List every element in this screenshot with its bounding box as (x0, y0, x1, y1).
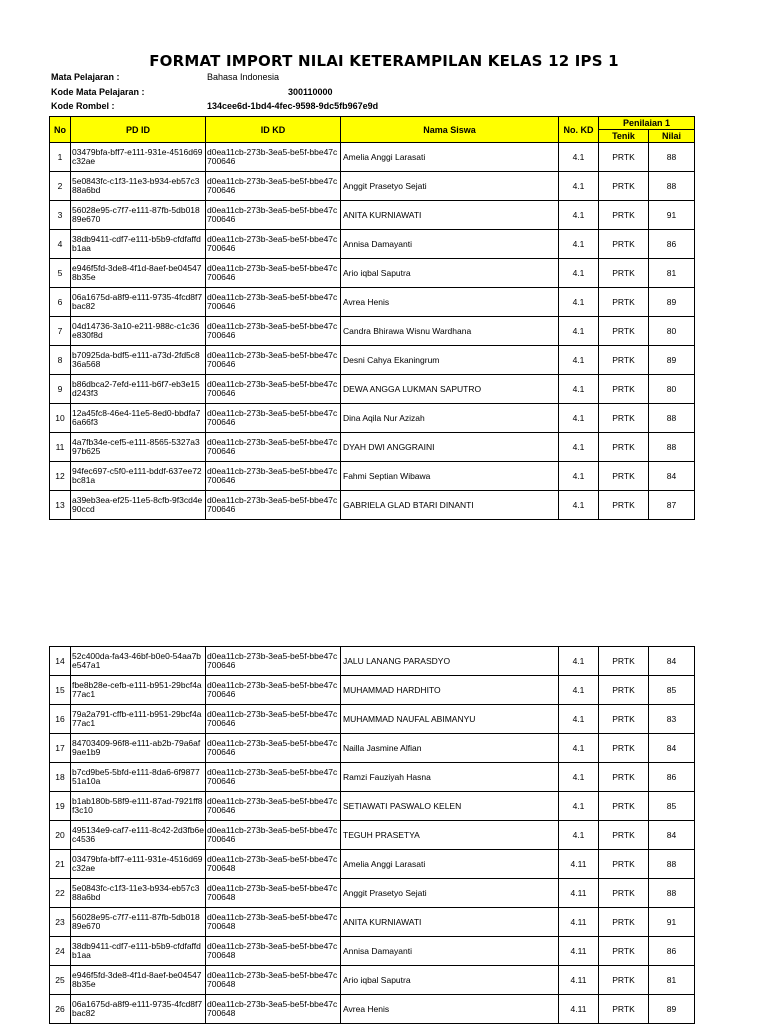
rombel-value: 134cee6d-1bd4-4fec-9598-9dc5fb967e9d (207, 101, 379, 111)
row-pd-id: 38db9411-cdf7-e111-b5b9-cfdfaffdb1aa (71, 937, 206, 966)
row-nama-siswa: Dina Aqila Nur Azizah (341, 404, 559, 433)
row-nilai: 85 (649, 792, 695, 821)
row-pd-id: 06a1675d-a8f9-e111-9735-4fcd8f7bac82 (71, 288, 206, 317)
table-row (50, 966, 695, 995)
row-nama-siswa: GABRIELA GLAD BTARI DINANTI (341, 491, 559, 520)
row-no: 17 (50, 734, 71, 763)
row-no: 21 (50, 850, 71, 879)
row-no-kd: 4.1 (559, 143, 599, 172)
row-pd-id: 84703409-96f8-e111-ab2b-79a6af9ae1b9 (71, 734, 206, 763)
row-no: 5 (50, 259, 71, 288)
row-nama-siswa: Avrea Henis (341, 288, 559, 317)
row-teknik: PRTK (599, 937, 649, 966)
row-pd-id: 79a2a791-cffb-e111-b951-29bcf4a77ac1 (71, 705, 206, 734)
row-pd-id: b7cd9be5-5bfd-e111-8da6-6f987751a10a (71, 763, 206, 792)
row-nilai: 85 (649, 676, 695, 705)
table-row (50, 288, 695, 317)
table-row (50, 317, 695, 346)
table-row (50, 462, 695, 491)
table-row (50, 908, 695, 937)
row-nama-siswa: ANITA KURNIAWATI (341, 908, 559, 937)
row-teknik: PRTK (599, 763, 649, 792)
header-id-kd: ID KD (206, 117, 341, 143)
nilai-table-page-1 (49, 116, 695, 520)
row-teknik: PRTK (599, 201, 649, 230)
row-no: 20 (50, 821, 71, 850)
row-teknik: PRTK (599, 404, 649, 433)
row-no-kd: 4.11 (559, 908, 599, 937)
row-no-kd: 4.1 (559, 317, 599, 346)
row-nama-siswa: Nailla Jasmine Alfian (341, 734, 559, 763)
table-row (50, 792, 695, 821)
row-nilai: 88 (649, 433, 695, 462)
mapel-value: Bahasa Indonesia (207, 72, 280, 82)
row-no-kd: 4.1 (559, 491, 599, 520)
row-nilai: 80 (649, 317, 695, 346)
rombel-label: Kode Rombel : (51, 101, 115, 111)
table-row (50, 404, 695, 433)
row-nama-siswa: Ario iqbal Saputra (341, 259, 559, 288)
row-nama-siswa: SETIAWATI PASWALO KELEN (341, 792, 559, 821)
row-nilai: 86 (649, 763, 695, 792)
row-teknik: PRTK (599, 375, 649, 404)
header-nilai: Nilai (649, 130, 695, 143)
row-pd-id: 56028e95-c7f7-e111-87fb-5db01889e670 (71, 201, 206, 230)
row-no-kd: 4.1 (559, 433, 599, 462)
mapel-label: Mata Pelajaran : (51, 72, 120, 82)
header-teknik: Tenik (599, 130, 649, 143)
table-row (50, 201, 695, 230)
row-id-kd: d0ea11cb-273b-3ea5-be5f-bbe47c700646 (206, 676, 341, 705)
row-teknik: PRTK (599, 792, 649, 821)
row-pd-id: e946f5fd-3de8-4f1d-8aef-be045478b35e (71, 966, 206, 995)
row-no: 10 (50, 404, 71, 433)
row-id-kd: d0ea11cb-273b-3ea5-be5f-bbe47c700646 (206, 734, 341, 763)
row-nilai: 88 (649, 143, 695, 172)
row-id-kd: d0ea11cb-273b-3ea5-be5f-bbe47c700648 (206, 850, 341, 879)
row-no: 1 (50, 143, 71, 172)
row-nama-siswa: Avrea Henis (341, 995, 559, 1024)
row-no: 16 (50, 705, 71, 734)
row-pd-id: b70925da-bdf5-e111-a73d-2fd5c836a568 (71, 346, 206, 375)
table-row (50, 433, 695, 462)
header-penilaian: Penilaian 1 (599, 117, 695, 130)
row-teknik: PRTK (599, 317, 649, 346)
row-nilai: 84 (649, 821, 695, 850)
row-no: 24 (50, 937, 71, 966)
row-id-kd: d0ea11cb-273b-3ea5-be5f-bbe47c700648 (206, 908, 341, 937)
row-teknik: PRTK (599, 676, 649, 705)
row-pd-id: 12a45fc8-46e4-11e5-8ed0-bbdfa76a66f3 (71, 404, 206, 433)
row-id-kd: d0ea11cb-273b-3ea5-be5f-bbe47c700646 (206, 143, 341, 172)
row-no-kd: 4.1 (559, 201, 599, 230)
table-row (50, 375, 695, 404)
table-row (50, 676, 695, 705)
row-teknik: PRTK (599, 850, 649, 879)
row-pd-id: e946f5fd-3de8-4f1d-8aef-be045478b35e (71, 259, 206, 288)
row-no-kd: 4.11 (559, 879, 599, 908)
row-no: 23 (50, 908, 71, 937)
row-no: 18 (50, 763, 71, 792)
row-no-kd: 4.1 (559, 288, 599, 317)
row-id-kd: d0ea11cb-273b-3ea5-be5f-bbe47c700648 (206, 879, 341, 908)
row-nama-siswa: Anggit Prasetyo Sejati (341, 879, 559, 908)
row-nilai: 81 (649, 966, 695, 995)
header-pd-id: PD ID (71, 117, 206, 143)
row-nilai: 84 (649, 462, 695, 491)
row-nama-siswa: DEWA ANGGA LUKMAN SAPUTRO (341, 375, 559, 404)
row-pd-id: a39eb3ea-ef25-11e5-8cfb-9f3cd4e90ccd (71, 491, 206, 520)
row-id-kd: d0ea11cb-273b-3ea5-be5f-bbe47c700646 (206, 491, 341, 520)
row-id-kd: d0ea11cb-273b-3ea5-be5f-bbe47c700646 (206, 705, 341, 734)
row-pd-id: 56028e95-c7f7-e111-87fb-5db01889e670 (71, 908, 206, 937)
row-nilai: 83 (649, 705, 695, 734)
row-id-kd: d0ea11cb-273b-3ea5-be5f-bbe47c700648 (206, 995, 341, 1024)
row-pd-id: 5e0843fc-c1f3-11e3-b934-eb57c388a6bd (71, 172, 206, 201)
row-nama-siswa: Amelia Anggi Larasati (341, 143, 559, 172)
row-nilai: 89 (649, 995, 695, 1024)
row-no-kd: 4.1 (559, 404, 599, 433)
row-no: 11 (50, 433, 71, 462)
table-row (50, 172, 695, 201)
kode-mapel-label: Kode Mata Pelajaran : (51, 87, 145, 97)
row-nilai: 88 (649, 404, 695, 433)
row-pd-id: fbe8b28e-cefb-e111-b951-29bcf4a77ac1 (71, 676, 206, 705)
table-body-page-1 (50, 143, 695, 520)
row-no: 8 (50, 346, 71, 375)
row-id-kd: d0ea11cb-273b-3ea5-be5f-bbe47c700646 (206, 172, 341, 201)
row-teknik: PRTK (599, 966, 649, 995)
table-body-page-2 (50, 647, 695, 1024)
row-no: 12 (50, 462, 71, 491)
row-id-kd: d0ea11cb-273b-3ea5-be5f-bbe47c700646 (206, 201, 341, 230)
table-row (50, 879, 695, 908)
row-teknik: PRTK (599, 879, 649, 908)
table-row (50, 647, 695, 676)
row-nama-siswa: Fahmi Septian Wibawa (341, 462, 559, 491)
row-nilai: 86 (649, 230, 695, 259)
row-nilai: 80 (649, 375, 695, 404)
row-nama-siswa: Ario iqbal Saputra (341, 966, 559, 995)
row-pd-id: 04d14736-3a10-e211-988c-c1c36e830f8d (71, 317, 206, 346)
row-no: 22 (50, 879, 71, 908)
row-nama-siswa: Amelia Anggi Larasati (341, 850, 559, 879)
row-teknik: PRTK (599, 821, 649, 850)
table-row (50, 346, 695, 375)
row-nilai: 88 (649, 850, 695, 879)
row-id-kd: d0ea11cb-273b-3ea5-be5f-bbe47c700648 (206, 937, 341, 966)
row-no-kd: 4.1 (559, 734, 599, 763)
row-nilai: 81 (649, 259, 695, 288)
row-no-kd: 4.1 (559, 676, 599, 705)
row-id-kd: d0ea11cb-273b-3ea5-be5f-bbe47c700646 (206, 259, 341, 288)
table-row (50, 143, 695, 172)
row-pd-id: 38db9411-cdf7-e111-b5b9-cfdfaffdb1aa (71, 230, 206, 259)
row-no-kd: 4.1 (559, 230, 599, 259)
row-nama-siswa: JALU LANANG PARASDYO (341, 647, 559, 676)
row-nama-siswa: Annisa Damayanti (341, 937, 559, 966)
row-pd-id: b1ab180b-58f9-e111-87ad-7921ff8f3c10 (71, 792, 206, 821)
row-id-kd: d0ea11cb-273b-3ea5-be5f-bbe47c700646 (206, 647, 341, 676)
row-nilai: 87 (649, 491, 695, 520)
row-teknik: PRTK (599, 647, 649, 676)
row-pd-id: 52c400da-fa43-46bf-b0e0-54aa7be547a1 (71, 647, 206, 676)
row-id-kd: d0ea11cb-273b-3ea5-be5f-bbe47c700646 (206, 792, 341, 821)
row-id-kd: d0ea11cb-273b-3ea5-be5f-bbe47c700646 (206, 821, 341, 850)
row-nama-siswa: MUHAMMAD HARDHITO (341, 676, 559, 705)
row-teknik: PRTK (599, 172, 649, 201)
row-nama-siswa: Annisa Damayanti (341, 230, 559, 259)
row-nilai: 86 (649, 937, 695, 966)
row-pd-id: 4a7fb34e-cef5-e111-8565-5327a397b625 (71, 433, 206, 462)
page-title: FORMAT IMPORT NILAI KETERAMPILAN KELAS 12 IPS 1 (149, 52, 619, 70)
row-no-kd: 4.1 (559, 259, 599, 288)
row-nama-siswa: Ramzi Fauziyah Hasna (341, 763, 559, 792)
row-nilai: 84 (649, 647, 695, 676)
row-no: 4 (50, 230, 71, 259)
row-nama-siswa: DYAH DWI ANGGRAINI (341, 433, 559, 462)
row-no: 2 (50, 172, 71, 201)
table-row (50, 230, 695, 259)
row-no-kd: 4.11 (559, 995, 599, 1024)
row-teknik: PRTK (599, 462, 649, 491)
row-no-kd: 4.1 (559, 763, 599, 792)
row-teknik: PRTK (599, 491, 649, 520)
row-teknik: PRTK (599, 259, 649, 288)
row-id-kd: d0ea11cb-273b-3ea5-be5f-bbe47c700646 (206, 763, 341, 792)
row-id-kd: d0ea11cb-273b-3ea5-be5f-bbe47c700646 (206, 375, 341, 404)
row-nama-siswa: Candra Bhirawa Wisnu Wardhana (341, 317, 559, 346)
row-no: 15 (50, 676, 71, 705)
row-pd-id: 5e0843fc-c1f3-11e3-b934-eb57c388a6bd (71, 879, 206, 908)
row-no-kd: 4.1 (559, 705, 599, 734)
row-teknik: PRTK (599, 908, 649, 937)
row-id-kd: d0ea11cb-273b-3ea5-be5f-bbe47c700646 (206, 346, 341, 375)
row-no: 26 (50, 995, 71, 1024)
row-pd-id: 94fec697-c5f0-e111-bddf-637ee72bc81a (71, 462, 206, 491)
table-row (50, 491, 695, 520)
row-teknik: PRTK (599, 705, 649, 734)
header-nama-siswa: Nama Siswa (341, 117, 559, 143)
row-no: 3 (50, 201, 71, 230)
row-id-kd: d0ea11cb-273b-3ea5-be5f-bbe47c700646 (206, 317, 341, 346)
row-no-kd: 4.1 (559, 172, 599, 201)
row-nilai: 91 (649, 908, 695, 937)
row-id-kd: d0ea11cb-273b-3ea5-be5f-bbe47c700648 (206, 966, 341, 995)
row-no-kd: 4.1 (559, 346, 599, 375)
row-nama-siswa: MUHAMMAD NAUFAL ABIMANYU (341, 705, 559, 734)
row-id-kd: d0ea11cb-273b-3ea5-be5f-bbe47c700646 (206, 230, 341, 259)
row-nama-siswa: ANITA KURNIAWATI (341, 201, 559, 230)
row-no-kd: 4.1 (559, 647, 599, 676)
nilai-table-page-2 (49, 646, 695, 1024)
row-no: 6 (50, 288, 71, 317)
row-pd-id: 03479bfa-bff7-e111-931e-4516d69c32ae (71, 143, 206, 172)
row-no-kd: 4.11 (559, 937, 599, 966)
row-no-kd: 4.1 (559, 792, 599, 821)
row-no: 25 (50, 966, 71, 995)
row-no: 7 (50, 317, 71, 346)
row-nilai: 89 (649, 346, 695, 375)
row-id-kd: d0ea11cb-273b-3ea5-be5f-bbe47c700646 (206, 404, 341, 433)
row-no-kd: 4.1 (559, 375, 599, 404)
row-teknik: PRTK (599, 734, 649, 763)
row-nilai: 84 (649, 734, 695, 763)
row-pd-id: 03479bfa-bff7-e111-931e-4516d69c32ae (71, 850, 206, 879)
row-pd-id: 495134e9-caf7-e111-8c42-2d3fb6ec4536 (71, 821, 206, 850)
table-row (50, 734, 695, 763)
row-teknik: PRTK (599, 288, 649, 317)
row-nama-siswa: Desni Cahya Ekaningrum (341, 346, 559, 375)
row-no: 13 (50, 491, 71, 520)
row-pd-id: 06a1675d-a8f9-e111-9735-4fcd8f7bac82 (71, 995, 206, 1024)
row-pd-id: b86dbca2-7efd-e111-b6f7-eb3e15d243f3 (71, 375, 206, 404)
row-teknik: PRTK (599, 433, 649, 462)
row-no-kd: 4.11 (559, 850, 599, 879)
row-nama-siswa: TEGUH PRASETYA (341, 821, 559, 850)
row-nilai: 88 (649, 172, 695, 201)
row-no: 19 (50, 792, 71, 821)
table-row (50, 259, 695, 288)
row-no-kd: 4.11 (559, 966, 599, 995)
row-nilai: 88 (649, 879, 695, 908)
row-no-kd: 4.1 (559, 821, 599, 850)
row-no: 9 (50, 375, 71, 404)
row-nilai: 89 (649, 288, 695, 317)
row-teknik: PRTK (599, 346, 649, 375)
row-no-kd: 4.1 (559, 462, 599, 491)
row-nama-siswa: Anggit Prasetyo Sejati (341, 172, 559, 201)
row-id-kd: d0ea11cb-273b-3ea5-be5f-bbe47c700646 (206, 288, 341, 317)
row-id-kd: d0ea11cb-273b-3ea5-be5f-bbe47c700646 (206, 462, 341, 491)
header-no-kd: No. KD (559, 117, 599, 143)
table-row (50, 850, 695, 879)
table-row (50, 763, 695, 792)
table-row (50, 705, 695, 734)
row-teknik: PRTK (599, 995, 649, 1024)
kode-mapel-value: 300110000 (288, 87, 333, 97)
row-teknik: PRTK (599, 230, 649, 259)
row-no: 14 (50, 647, 71, 676)
row-id-kd: d0ea11cb-273b-3ea5-be5f-bbe47c700646 (206, 433, 341, 462)
table-row (50, 937, 695, 966)
table-row (50, 995, 695, 1024)
row-nilai: 91 (649, 201, 695, 230)
row-teknik: PRTK (599, 143, 649, 172)
header-no: No (50, 117, 71, 143)
table-row (50, 821, 695, 850)
